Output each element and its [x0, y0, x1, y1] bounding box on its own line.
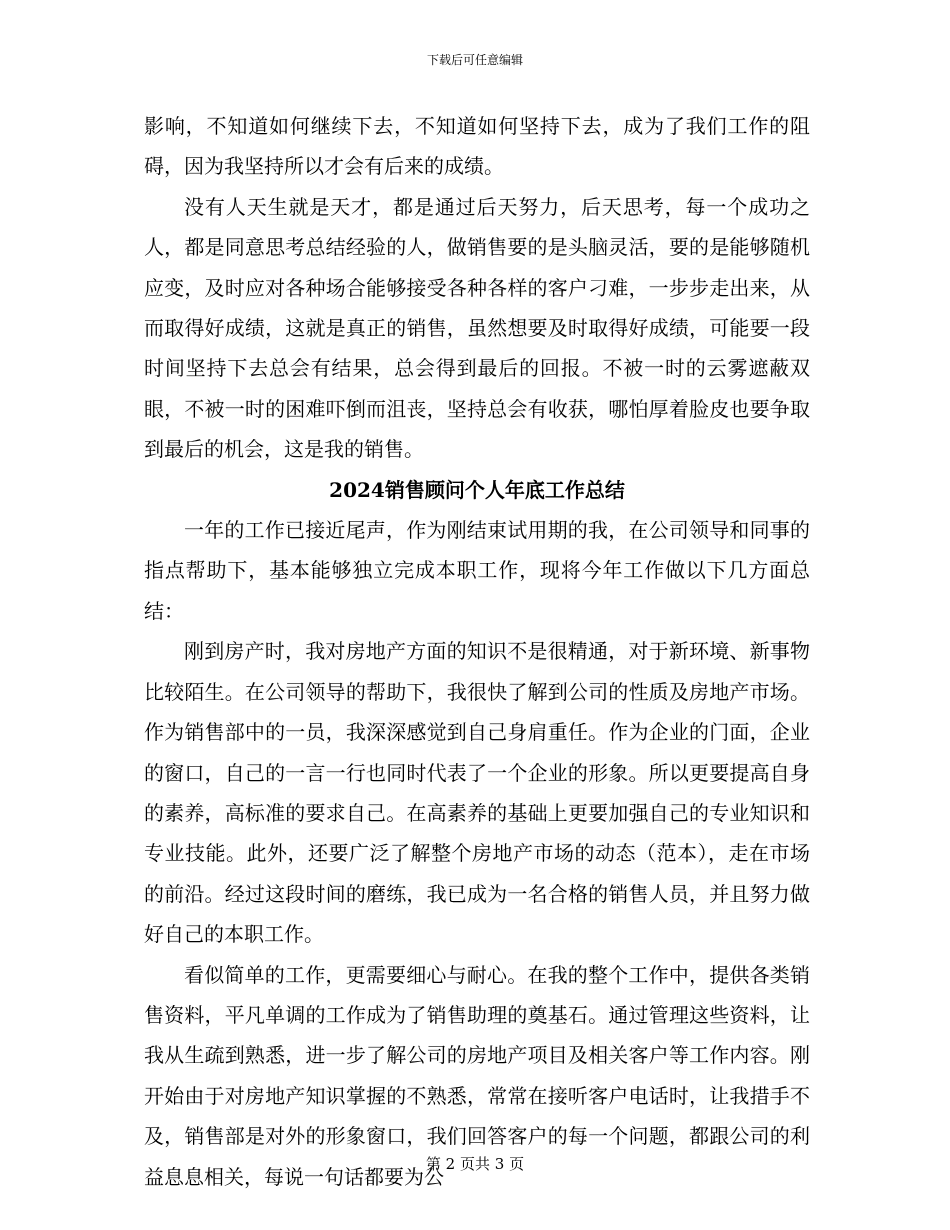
page-footer: 第 2 页共 3 页 [425, 1155, 525, 1173]
paragraph: 看似简单的工作，更需要细心与耐心。在我的整个工作中，提供各类销售资料，平凡单调的工作成为了销售助理的奠基石。通过管理这些资料，让我从生疏到熟悉，进一步了解公司的房地产项目及相关客户等工作内容。刚开始由于对房地产知识掌握的不熟悉，常常在接听客户电话时，让我措手不及，销售部是对外的形象窗口，我们回答客户的每一个问题，都跟公司的利益息息相关，每说一句话都要为公 [144, 962, 810, 1189]
paragraph-continued: 影响，不知道如何继续下去，不知道如何坚持下去，成为了我们工作的阻碍，因为我坚持所以才会有后来的成绩。 [144, 114, 810, 179]
paragraph: 刚到房产时，我对房地产方面的知识不是很精通，对于新环境、新事物比较陌生。在公司领导的帮助下，我很快了解到公司的性质及房地产市场。作为销售部中的一员，我深深感觉到自己身肩重任。作为企业的门面，企业的窗口，自己的一言一行也同时代表了一个企业的形象。所以更要提高自身的素养，高标准的要求自己。在高素养的基础上更要加强自己的专业知识和专业技能。此外，还要广泛了解整个房地产市场的动态（范本），走在市场的前沿。经过这段时间的磨练，我已成为一名合格的销售人员，并且努力做好自己的本职工作。 [144, 639, 810, 947]
paragraph: 一年的工作已接近尾声，作为刚结束试用期的我，在公司领导和同事的指点帮助下，基本能够独立完成本职工作，现将今年工作做以下几方面总结： [144, 518, 810, 623]
document-body [144, 106, 810, 1197]
page-header: 下载后可任意编辑 [426, 53, 523, 67]
section-heading: 2024销售顾问个人年底工作总结 [329, 477, 625, 502]
paragraph: 没有人天生就是天才，都是通过后天努力，后天思考，每一个成功之人，都是同意思考总结经验的人，做销售要的是头脑灵活，要的是能够随机应变，及时应对各种场合能够接受各种各样的客户刁难，一步步走出来，从而取得好成绩，这就是真正的销售，虽然想要及时取得好成绩，可能要一段时间坚持下去总会有结果，总会得到最后的回报。不被一时的云雾遮蔽双眼，不被一时的困难吓倒而沮丧，坚持总会有收获，哪怕厚着脸皮也要争取到最后的机会，这是我的销售。 [144, 194, 810, 462]
